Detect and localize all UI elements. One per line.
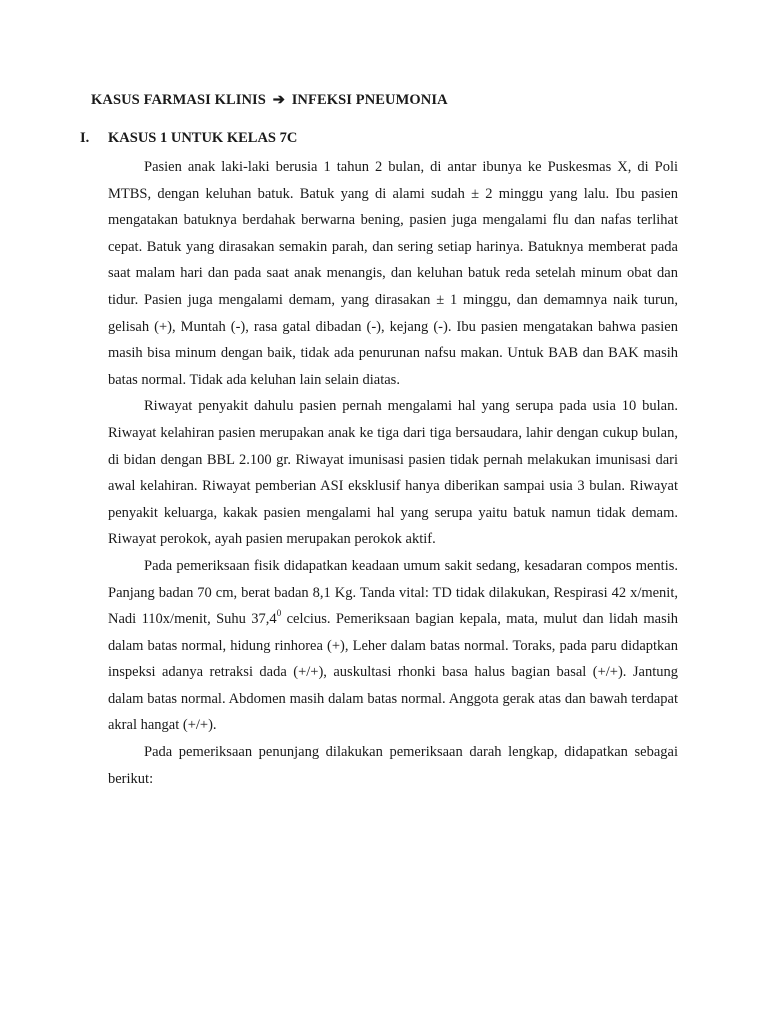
title-left: KASUS FARMASI KLINIS <box>91 92 266 108</box>
title-right: INFEKSI PNEUMONIA <box>291 92 448 108</box>
paragraph-history: Riwayat penyakit dahulu pasien pernah mengalami hal yang serupa pada usia 10 bulan. Riwayat kelahiran pasien merupakan anak ke tiga dari tiga bersaudara, lahir dengan cukup bulan, di bidan dengan BBL 2.100 gr. Riwayat imunisasi pasien tidak pernah melakukan imunisasi dari awal kelahiran. Riwayat pemberian ASI eksklusif hanya diberikan sampai usia 3 bulan. Riwayat penyakit keluarga, kakak pasien mengalami hal yang serupa yaitu batuk namun tidak demam. Riwayat perokok, ayah pasien merupakan perokok aktif. <box>108 398 678 548</box>
document-title <box>91 92 448 109</box>
degree-superscript: 0 <box>276 608 282 619</box>
paragraph-complaint: Pasien anak laki-laki berusia 1 tahun 2 bulan, di antar ibunya ke Puskesmas X, di Poli MTBS, dengan keluhan batuk. Batuk yang di alami sudah ± 2 minggu yang lalu. Ibu pasien mengatakan batuknya berdahak berwarna bening, pasien juga mengalami flu dan nafas terlihat cepat. Batuk yang dirasakan semakin parah, dan sering setiap harinya. Batuknya memberat pada saat malam hari dan pada saat anak menangis, dan keluhan batuk reda setelah minum obat dan tidur. Pasien juga mengalami demam, yang dirasakan ± 1 minggu, dan demamnya naik turun, gelisah (+), Muntah (-), rasa gatal dibadan (-), kejang (-). Ibu pasien mengatakan bahwa pasien masih bisa minum dengan baik, tidak ada penurunan nafsu makan. Untuk BAB dan BAK masih batas normal. Tidak ada keluhan lain selain diatas. <box>108 159 678 388</box>
case-description <box>108 154 678 792</box>
section-title: KASUS 1 UNTUK KELAS 7C <box>108 130 298 146</box>
paragraph-supporting-exam: Pada pemeriksaan penunjang dilakukan pemeriksaan darah lengkap, didapatkan sebagai berikut: <box>108 744 678 787</box>
physical-exam-text-2: celcius. Pemeriksaan bagian kepala, mata, mulut dan lidah masih dalam batas normal, hidung rinhorea (+), Leher dalam batas normal. Toraks, pada paru didaptkan inspeksi adanya retraksi dada (+/+), auskultasi rhonki basa halus bagian basal (+/+). Jantung dalam batas normal. Abdomen masih dalam batas normal. Anggota gerak atas dan bawah terdapat akral hangat (+/+). <box>108 611 678 734</box>
right-arrow-icon: ➔ <box>272 92 285 108</box>
section-heading <box>80 130 297 147</box>
section-number: I. <box>80 130 90 146</box>
physical-exam-text-1: Pada pemeriksaan fisik didapatkan keadaan umum sakit sedang, kesadaran compos mentis. Panjang badan 70 cm, berat badan 8,1 Kg. Tanda vital: TD tidak dilakukan, Respirasi 42 x/menit, Nadi 110x/menit, Suhu 37,4 <box>108 557 678 628</box>
paragraph-physical-exam <box>108 553 678 739</box>
